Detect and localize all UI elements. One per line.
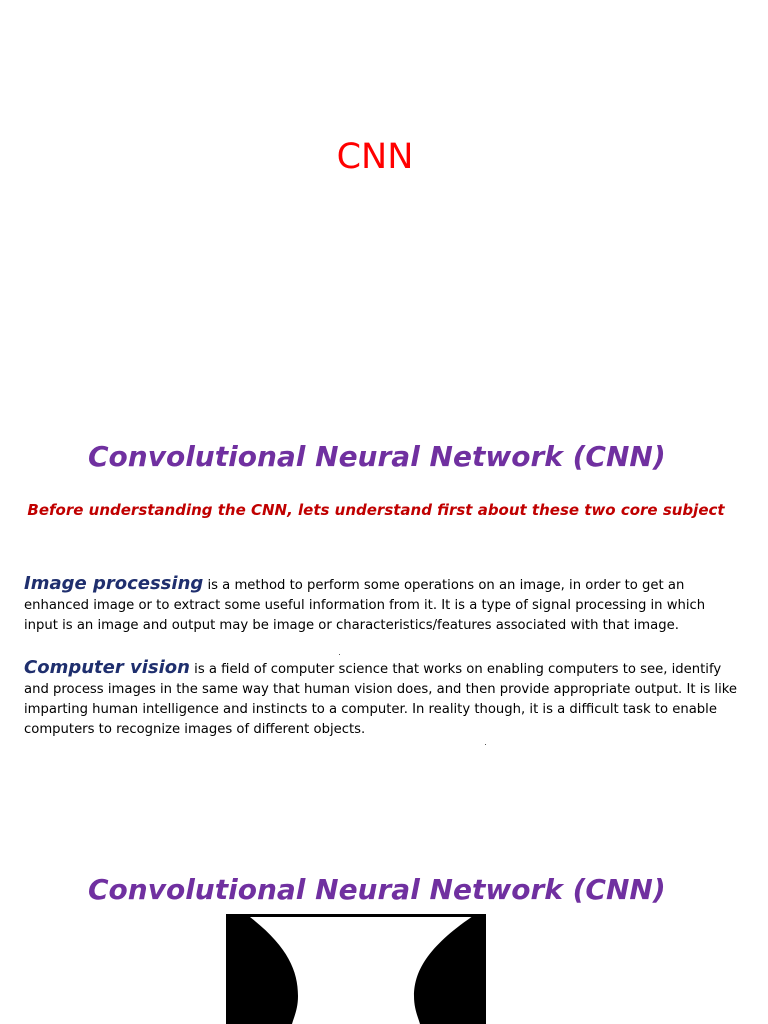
illusion-figure (226, 914, 486, 1024)
computer-vision-term: Computer vision (24, 657, 190, 678)
stray-dot (339, 654, 340, 655)
image-processing-term: Image processing (24, 573, 204, 594)
computer-vision-text: is a field of computer science that works on enabling computers to see, identify and process images in the same way that human vision does, and then provide appropriate output. It is like imparting human intelligence and instincts to a computer. In reality though, it is a difficult task to enable computers to recognize images of different objects. (24, 662, 738, 737)
section-heading-2: Convolutional Neural Network (CNN) (88, 873, 666, 906)
section-heading: Convolutional Neural Network (CNN) (88, 440, 666, 473)
image-processing-text: is a method to perform some operations on an image, in order to get an enhanced image or to extract some useful information from it. It is a type of signal processing in which input is an image and output may be image or characteristics/features associated with that image. (24, 578, 706, 633)
illusion-figure-graphic (226, 914, 486, 1024)
computer-vision-paragraph (24, 658, 742, 740)
stray-dot (485, 744, 486, 745)
image-processing-paragraph (24, 574, 742, 636)
section-subtitle: Before understanding the CNN, lets understand first about these two core subject (27, 501, 725, 519)
slide-title: CNN (336, 137, 414, 177)
